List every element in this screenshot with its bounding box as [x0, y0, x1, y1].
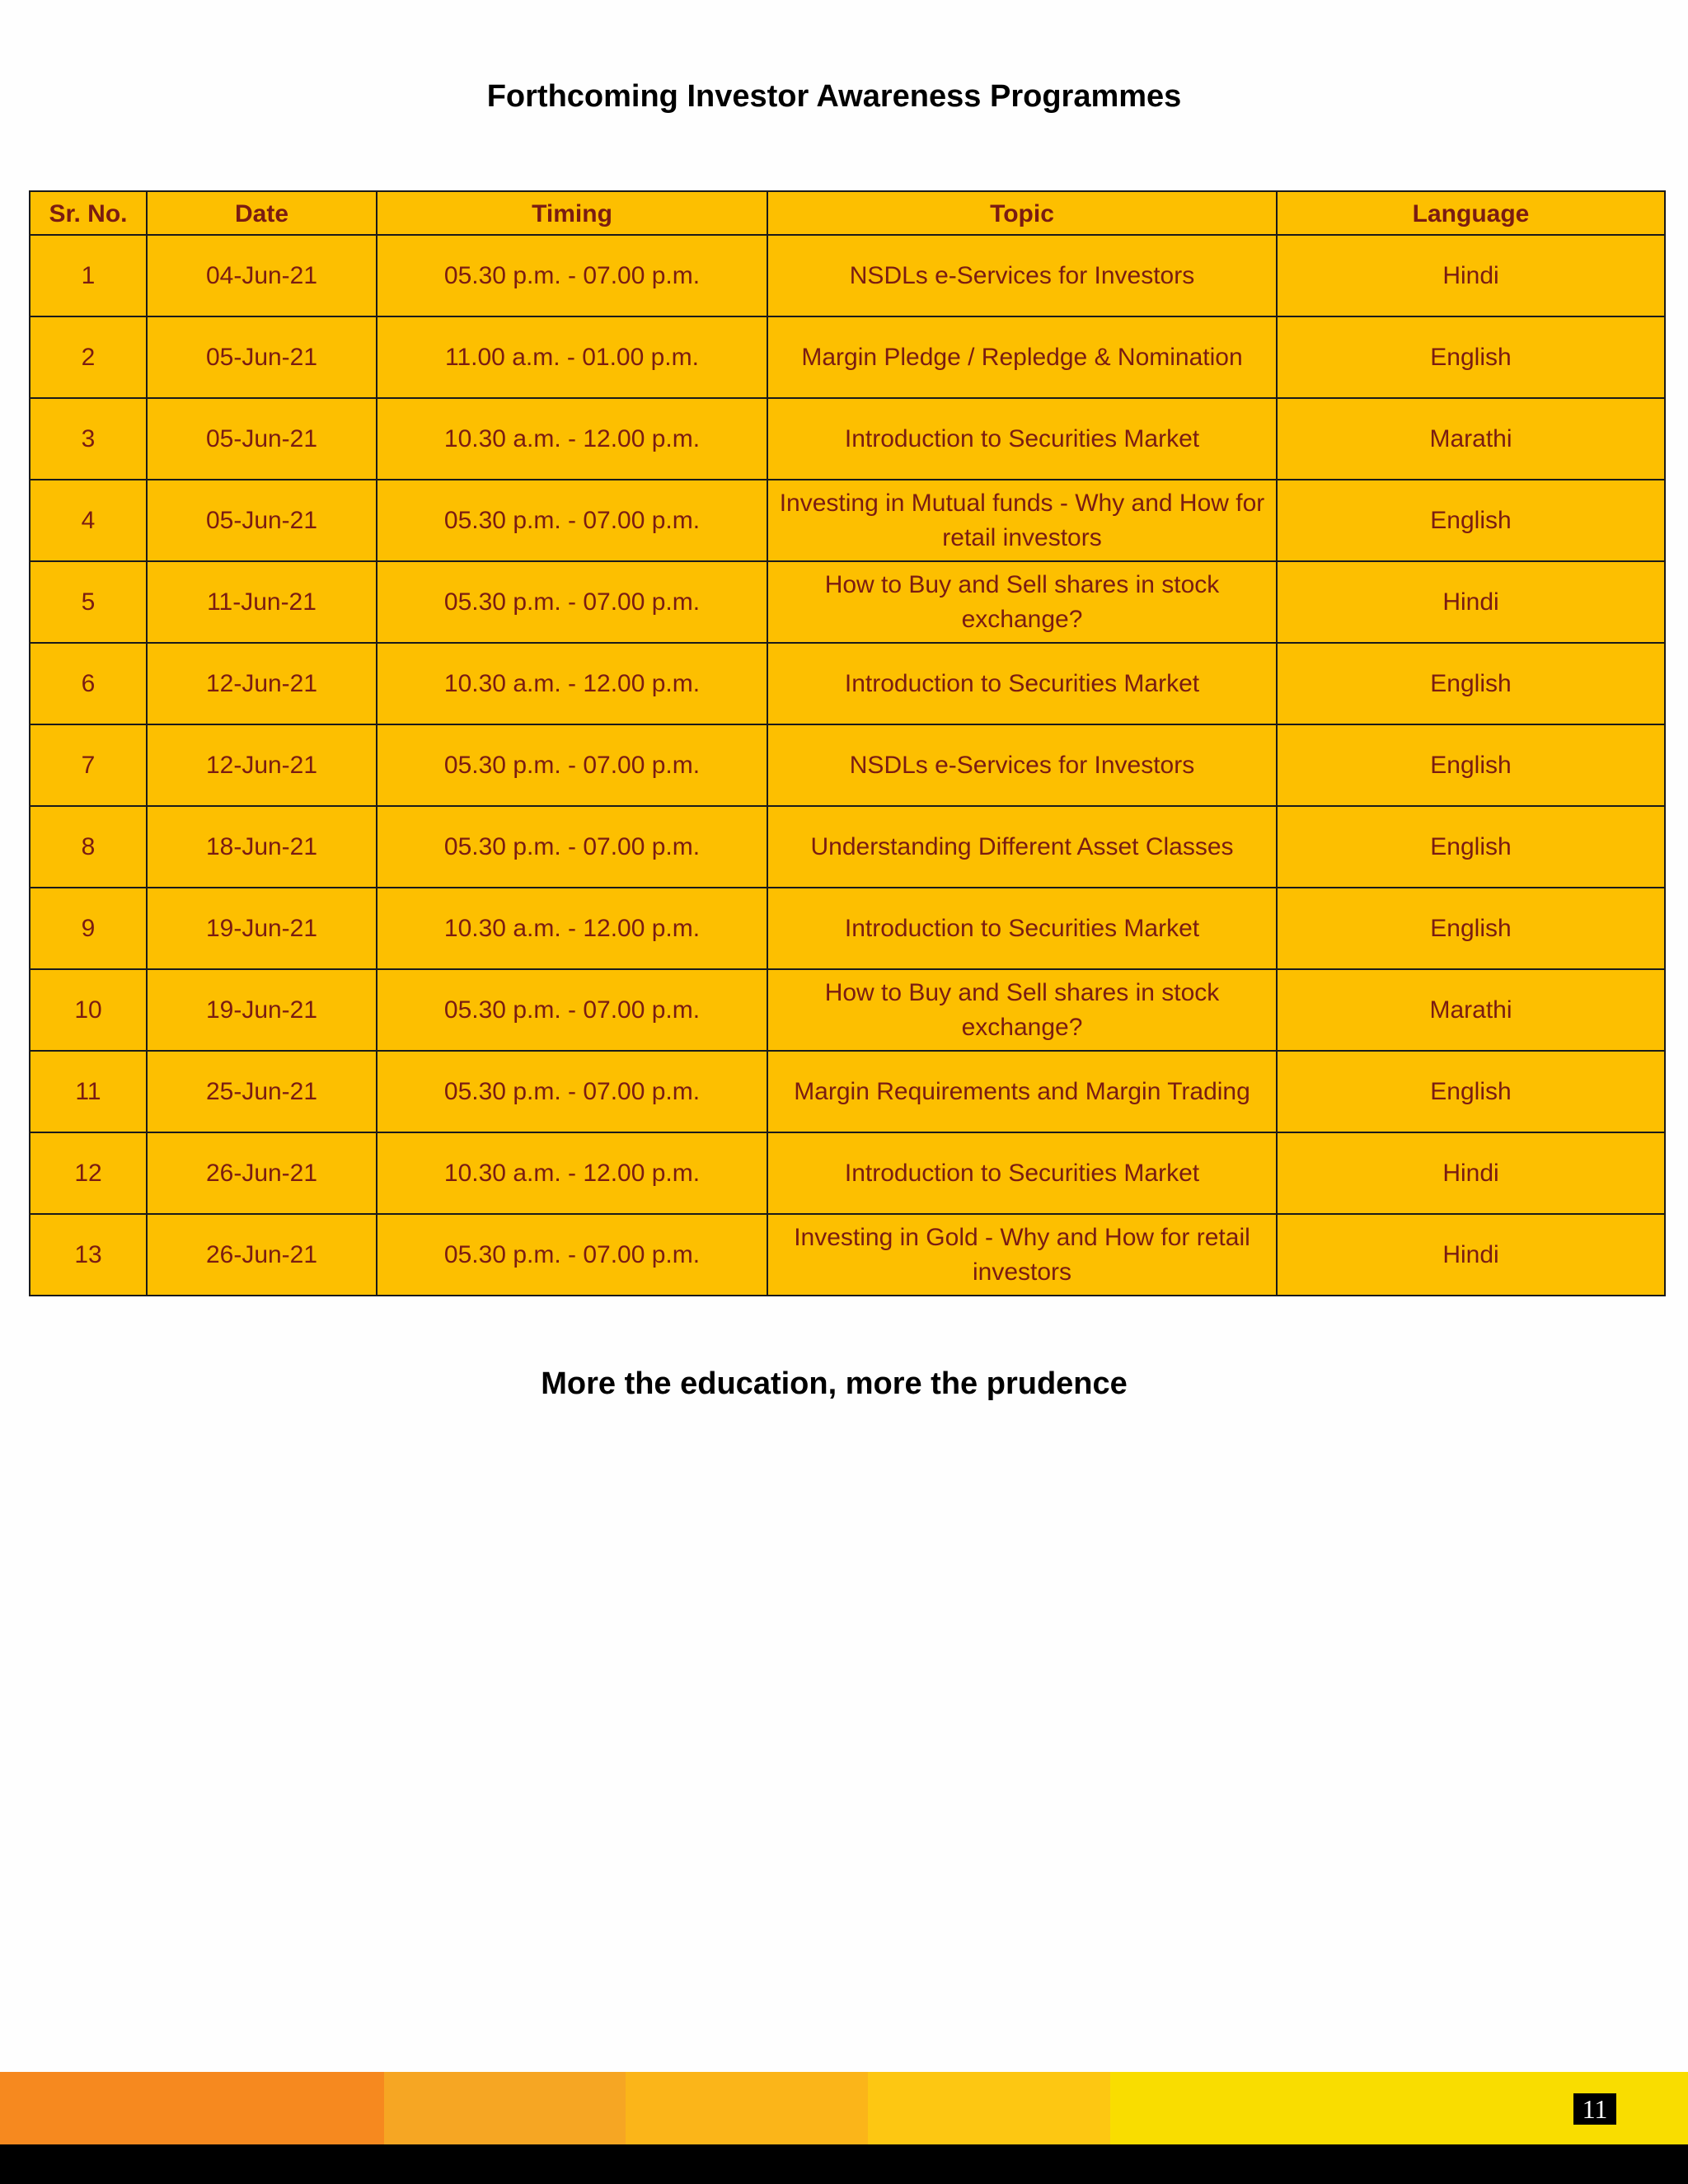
footer-color-band — [0, 2072, 1688, 2144]
table-row — [30, 1051, 1665, 1132]
cell-date: 18-Jun-21 — [147, 806, 377, 888]
cell-sr-no: 6 — [30, 643, 147, 724]
cell-timing: 05.30 p.m. - 07.00 p.m. — [377, 806, 767, 888]
cell-sr-no: 5 — [30, 561, 147, 643]
cell-sr-no: 2 — [30, 316, 147, 398]
cell-timing: 05.30 p.m. - 07.00 p.m. — [377, 1214, 767, 1296]
cell-date: 26-Jun-21 — [147, 1214, 377, 1296]
cell-date: 19-Jun-21 — [147, 969, 377, 1051]
cell-sr-no: 3 — [30, 398, 147, 480]
cell-timing: 05.30 p.m. - 07.00 p.m. — [377, 724, 767, 806]
page-title: Forthcoming Investor Awareness Programmes — [486, 79, 1182, 114]
cell-date: 05-Jun-21 — [147, 316, 377, 398]
cell-sr-no: 12 — [30, 1132, 147, 1214]
header-timing: Timing — [377, 191, 767, 235]
cell-topic: Introduction to Securities Market — [767, 888, 1277, 969]
cell-sr-no: 11 — [30, 1051, 147, 1132]
cell-timing: 10.30 a.m. - 12.00 p.m. — [377, 398, 767, 480]
cell-sr-no: 1 — [30, 235, 147, 316]
table-row — [30, 806, 1665, 888]
table-row — [30, 1132, 1665, 1214]
cell-sr-no: 9 — [30, 888, 147, 969]
table-row — [30, 316, 1665, 398]
cell-language: Hindi — [1277, 1214, 1665, 1296]
table-body — [30, 235, 1665, 1296]
cell-topic: How to Buy and Sell shares in stock exchange? — [767, 561, 1277, 643]
cell-language: English — [1277, 806, 1665, 888]
tagline: More the education, more the prudence — [541, 1366, 1128, 1401]
cell-timing: 05.30 p.m. - 07.00 p.m. — [377, 969, 767, 1051]
table-row — [30, 724, 1665, 806]
table-row — [30, 398, 1665, 480]
table-row — [30, 235, 1665, 316]
table-row — [30, 561, 1665, 643]
header-sr-no: Sr. No. — [30, 191, 147, 235]
cell-language: English — [1277, 888, 1665, 969]
cell-language: English — [1277, 643, 1665, 724]
cell-topic: Introduction to Securities Market — [767, 1132, 1277, 1214]
cell-timing: 10.30 a.m. - 12.00 p.m. — [377, 643, 767, 724]
cell-language: Hindi — [1277, 1132, 1665, 1214]
cell-date: 12-Jun-21 — [147, 724, 377, 806]
footer-black-bar — [0, 2144, 1688, 2184]
cell-topic: Introduction to Securities Market — [767, 643, 1277, 724]
table-row — [30, 1214, 1665, 1296]
cell-timing: 05.30 p.m. - 07.00 p.m. — [377, 561, 767, 643]
footer-band-segment — [384, 2072, 626, 2144]
table-row — [30, 969, 1665, 1051]
footer-band-segment — [0, 2072, 384, 2144]
cell-topic: How to Buy and Sell shares in stock exchange? — [767, 969, 1277, 1051]
cell-language: Marathi — [1277, 969, 1665, 1051]
cell-date: 11-Jun-21 — [147, 561, 377, 643]
cell-date: 12-Jun-21 — [147, 643, 377, 724]
table-row — [30, 888, 1665, 969]
cell-topic: Investing in Gold - Why and How for retail investors — [767, 1214, 1277, 1296]
cell-sr-no: 7 — [30, 724, 147, 806]
cell-language: English — [1277, 316, 1665, 398]
cell-topic: Margin Pledge / Repledge & Nomination — [767, 316, 1277, 398]
table-row — [30, 643, 1665, 724]
cell-date: 05-Jun-21 — [147, 398, 377, 480]
cell-topic: Introduction to Securities Market — [767, 398, 1277, 480]
cell-topic: Margin Requirements and Margin Trading — [767, 1051, 1277, 1132]
cell-timing: 05.30 p.m. - 07.00 p.m. — [377, 235, 767, 316]
footer-band-segment — [868, 2072, 1110, 2144]
table-row — [30, 480, 1665, 561]
header-date: Date — [147, 191, 377, 235]
cell-topic: Investing in Mutual funds - Why and How for retail investors — [767, 480, 1277, 561]
cell-timing: 10.30 a.m. - 12.00 p.m. — [377, 1132, 767, 1214]
cell-topic: NSDLs e-Services for Investors — [767, 724, 1277, 806]
cell-topic: Understanding Different Asset Classes — [767, 806, 1277, 888]
cell-language: Marathi — [1277, 398, 1665, 480]
cell-timing: 05.30 p.m. - 07.00 p.m. — [377, 480, 767, 561]
header-topic: Topic — [767, 191, 1277, 235]
cell-language: English — [1277, 724, 1665, 806]
cell-date: 05-Jun-21 — [147, 480, 377, 561]
cell-date: 19-Jun-21 — [147, 888, 377, 969]
programmes-table — [29, 190, 1666, 1296]
cell-topic: NSDLs e-Services for Investors — [767, 235, 1277, 316]
cell-language: Hindi — [1277, 235, 1665, 316]
cell-timing: 10.30 a.m. - 12.00 p.m. — [377, 888, 767, 969]
cell-language: English — [1277, 1051, 1665, 1132]
footer-band-segment — [626, 2072, 868, 2144]
page-number: 11 — [1573, 2093, 1616, 2125]
cell-sr-no: 8 — [30, 806, 147, 888]
header-language: Language — [1277, 191, 1665, 235]
cell-date: 04-Jun-21 — [147, 235, 377, 316]
cell-sr-no: 10 — [30, 969, 147, 1051]
cell-language: Hindi — [1277, 561, 1665, 643]
table-header-row — [30, 191, 1665, 235]
cell-timing: 05.30 p.m. - 07.00 p.m. — [377, 1051, 767, 1132]
cell-language: English — [1277, 480, 1665, 561]
cell-date: 25-Jun-21 — [147, 1051, 377, 1132]
cell-date: 26-Jun-21 — [147, 1132, 377, 1214]
cell-timing: 11.00 a.m. - 01.00 p.m. — [377, 316, 767, 398]
cell-sr-no: 4 — [30, 480, 147, 561]
cell-sr-no: 13 — [30, 1214, 147, 1296]
